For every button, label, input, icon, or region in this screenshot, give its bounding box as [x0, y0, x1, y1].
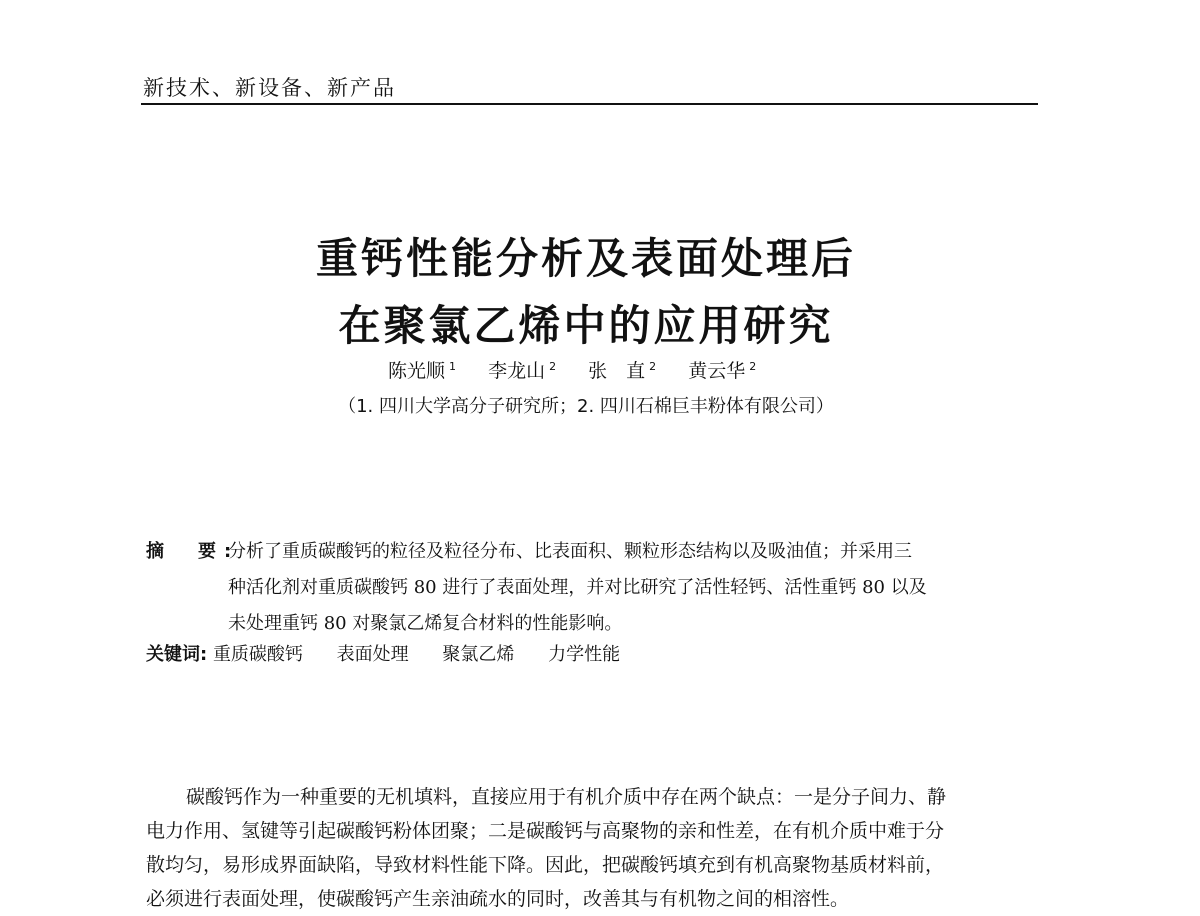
author-affil-mark: 2 — [549, 359, 557, 373]
body-line: 碳酸钙作为一种重要的无机填料，直接应用于有机介质中存在两个缺点：一是分子间力、静 — [186, 786, 947, 808]
author-list — [388, 356, 782, 383]
author-affil-mark: 2 — [649, 359, 657, 373]
abstract-label: 摘 要: — [146, 541, 240, 562]
abstract-line: 种活化剂对重质碳酸钙 80 进行了表面处理，并对比研究了活性轻钙、活性重钙 80 以及 — [228, 577, 927, 598]
keywords — [146, 640, 648, 666]
abstract-text — [146, 534, 1041, 642]
author — [688, 360, 756, 382]
keyword: 力学性能 — [548, 644, 621, 665]
author-affil-mark: 1 — [449, 359, 457, 373]
author — [588, 360, 656, 382]
running-header: 新技术、新设备、新产品 — [143, 76, 396, 100]
title-line-1: 重钙性能分析及表面处理后 — [315, 234, 856, 283]
author-name: 陈光顺 — [388, 360, 446, 382]
author-name: 张 直 — [588, 360, 646, 382]
body-line: 必须进行表面处理，使碳酸钙产生亲油疏水的同时，改善其与有机物之间的相溶性。 — [146, 888, 850, 910]
abstract — [146, 534, 1041, 642]
header-rule — [141, 103, 1038, 105]
body-line: 电力作用、氢键等引起碳酸钙粉体团聚；二是碳酸钙与高聚物的亲和性差，在有机介质中难于分 — [146, 820, 945, 842]
author — [488, 360, 556, 382]
keywords-label: 关键词: — [146, 644, 208, 665]
affiliations: （1. 四川大学高分子研究所；2. 四川石棉巨丰粉体有限公司） — [338, 396, 834, 417]
body-line: 散均匀，易形成界面缺陷，导致材料性能下降。因此，把碳酸钙填充到有机高聚物基质材料前， — [146, 854, 945, 876]
abstract-line: 分析了重质碳酸钙的粒径及粒径分布、比表面积、颗粒形态结构以及吸油值；并采用三 — [228, 541, 912, 562]
keyword: 表面处理 — [336, 644, 409, 665]
keyword: 聚氯乙烯 — [442, 644, 515, 665]
title-line-2: 在聚氯乙烯中的应用研究 — [338, 301, 834, 350]
abstract-line: 未处理重钙 80 对聚氯乙烯复合材料的性能影响。 — [228, 613, 623, 634]
author-name: 黄云华 — [688, 360, 746, 382]
author-name: 李龙山 — [488, 360, 546, 382]
keyword: 重质碳酸钙 — [212, 644, 303, 665]
author — [388, 360, 456, 382]
author-affil-mark: 2 — [749, 359, 757, 373]
